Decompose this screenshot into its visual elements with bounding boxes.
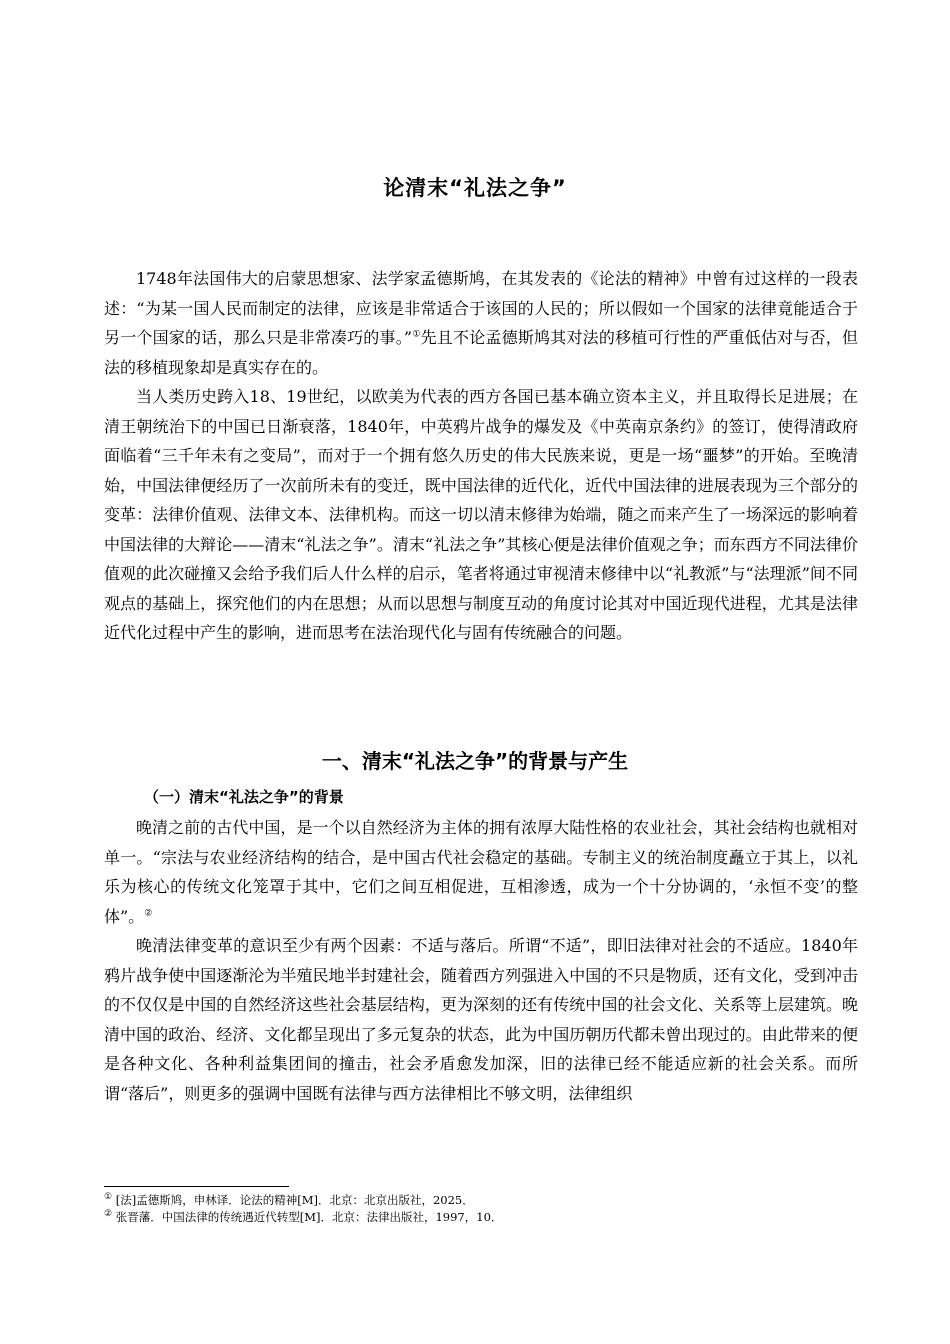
footnote-2-text: 张晋藩．中国法律的传统遇近代转型[M]．北京：法律出版社，1997，10． (115, 1210, 503, 1224)
footnote-separator (104, 1186, 289, 1187)
paragraph-1-text: 1748年法国伟大的启蒙思想家、法学家孟德斯鸠，在其发表的《论法的精神》中曾有过这样的一段表述：“为某一国人民而制定的法律，应该是非常适合于该国的人民的；所以假如一个国家的法律竟能适合于另一个国家的话，那么只是非常凑巧的事。” (104, 269, 858, 347)
section-body (104, 813, 858, 1108)
footnote-2 (104, 1209, 858, 1226)
paragraph-1-tail: 先且不论孟德斯鸠其对法的移植可行性的严重低估对与否，但法的移植现象却是真实存在的。 (104, 328, 858, 377)
intro-body (104, 264, 858, 648)
footnote-2-mark: ② (104, 1209, 113, 1220)
footnote-1-mark: ① (104, 1192, 113, 1203)
footnote-ref-1[interactable]: ① (412, 329, 421, 340)
section-heading: 一、清末“礼法之争”的背景与产生 (321, 749, 629, 773)
footnote-1-text: [法]孟德斯鸠，申林译．论法的精神[M]．北京：北京出版社，2025． (115, 1193, 474, 1207)
paragraph-1 (104, 264, 858, 382)
document-title: 论清末“礼法之争” (383, 176, 567, 200)
footnotes (104, 1192, 858, 1226)
footnote-ref-2[interactable]: ② (144, 908, 153, 919)
paragraph-3-text: 晚清之前的古代中国，是一个以自然经济为主体的拥有浓厚大陆性格的农业社会，其社会结构也就相对单一。“宗法与农业经济结构的结合，是中国古代社会稳定的基础。专制主义的统治制度矗立于其上，以礼乐为核心的传统文化笼罩于其中，它们之间互相促进，互相渗透，成为一个十分协调的，‘永恒不变’的整体”。 (104, 818, 858, 926)
paragraph-2: 当人类历史跨入18、19世纪，以欧美为代表的西方各国已基本确立资本主义，并且取得长足进展；在清王朝统治下的中国已日渐衰落，1840年，中英鸦片战争的爆发及《中英南京条约》的签订，使得清政府面临着“三千年未有之变局”，而对于一个拥有悠久历史的伟大民族来说，更是一场“噩梦”的开始。至晚清始，中国法律便经历了一次前所未有的变迁，既中国法律的近代化，近代中国法律的进展表现为三个部分的变革：法律价值观、法律文本、法律机构。而这一切以清末修律为始端，随之而来产生了一场深远的影响着中国法律的大辩论——清末“礼法之争”。清末“礼法之争”其核心便是法律价值观之争；而东西方不同法律价值观的此次碰撞又会给予我们后人什么样的启示，笔者将通过审视清末修律中以“礼教派”与“法理派”间不同观点的基础上，探究他们的内在思想；从而以思想与制度互动的角度讨论其对中国近现代进程，尤其是法律近代化过程中产生的影响，进而思考在法治现代化与固有传统融合的问题。 (104, 387, 858, 642)
paragraph-3 (104, 813, 858, 931)
paragraph-4: 晚清法律变革的意识至少有两个因素：不适与落后。所谓“不适”，即旧法律对社会的不适应。1840年鸦片战争使中国逐渐沦为半殖民地半封建社会，随着西方列强进入中国的不只是物质，还有文化，受到冲击的不仅仅是中国的自然经济这些社会基层结构，更为深刻的还有传统中国的社会文化、关系等上层建筑。晚清中国的政治、经济、文化都呈现出了多元复杂的状态，此为中国历朝历代都未曾出现过的。由此带来的便是各种文化、各种利益集团间的撞击，社会矛盾愈发加深，旧的法律已经不能适应新的社会关系。而所谓“落后”，则更多的强调中国既有法律与西方法律相比不够文明，法律组织 (104, 936, 858, 1103)
subsection-heading: （一）清末“礼法之争”的背景 (144, 788, 344, 806)
footnote-1 (104, 1192, 858, 1209)
